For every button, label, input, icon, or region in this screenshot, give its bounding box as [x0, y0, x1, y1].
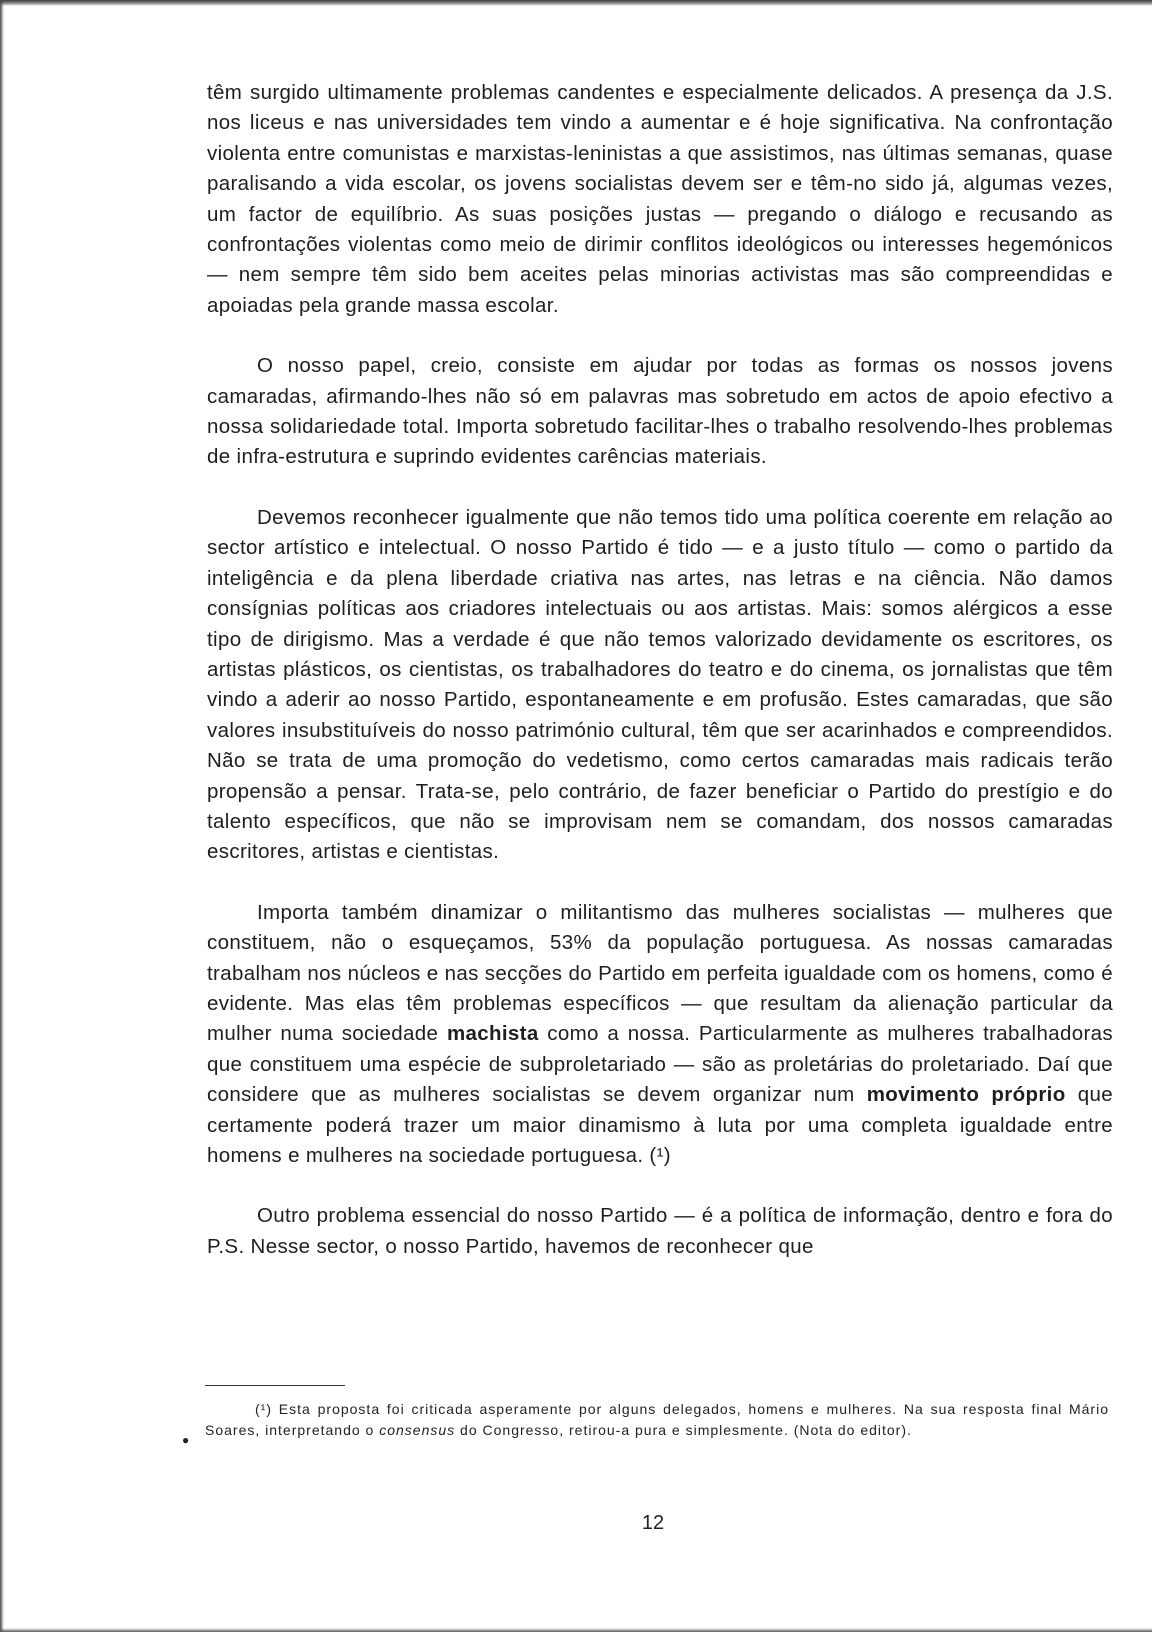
footnote-rule	[205, 1385, 345, 1386]
footnote-text	[205, 1399, 1109, 1441]
scan-edge-bottom	[0, 1628, 1152, 1632]
text-run: Devemos reconhecer igualmente que não temos tido uma política coerente em relação ao sector artístico e intelectual. O nosso Partido é tido — e a justo título — como o partido da inteligência e da plena liberdade criativa nas artes, nas letras e na ciência. Não damos consígnias políticas aos criadores intelectuais ou aos artistas. Mais: somos alérgicos a esse tipo de dirigismo. Mas a verdade é que não temos valorizado devidamente os escritores, os artistas plásticos, os cientistas, os trabalhadores do teatro e do cinema, os jornalistas que têm vindo a aderir ao nosso Partido, espontaneamente e em profusão. Estes camaradas, que são valores insubstituíveis do nosso património cultural, têm que ser acarinhados e compreendidos. Não se trata de uma promoção do vedetismo, como certos camaradas mais radicais terão propensão a pensar. Trata-se, pelo contrário, de fazer beneficiar o Partido do prestígio e do talento específicos, que não se improvisam nem se comandam, dos nossos camaradas escritores, artistas e cientistas.	[207, 505, 1113, 864]
paragraph	[207, 898, 1113, 1172]
italic-text: consensus	[379, 1422, 456, 1438]
text-run: (¹) Esta proposta foi criticada asperamente por alguns delegados, homens e mulheres. Na sua resposta final Mário Soares, interpretando o	[205, 1401, 1109, 1438]
text-run: têm surgido ultimamente problemas candentes e especialmente delicados. A presença da J.S. nos liceus e nas universidades tem vindo a aumentar e é hoje significativa. Na confrontação violenta entre comunistas e marxistas-leninistas a que assistimos, nas últimas semanas, quase paralisando a vida escolar, os jovens socialistas devem ser e têm-no sido já, algumas vezes, um factor de equilíbrio. As suas posições justas — pregando o diálogo e recusando as confrontações violentas como meio de dirimir conflitos ideológicos ou interesses hegemónicos — nem sempre têm sido bem aceites pelas minorias activistas mas são compreendidas e apoiadas pela grande massa escolar.	[207, 81, 1113, 317]
text-run: como a nossa. Particularmente as mulheres trabalhadoras que constituem uma espécie de subproletariado — são as proletárias do proletariado. Daí que considere que as mulheres socialistas se devem organizar num	[207, 1022, 1113, 1107]
page-number: 12	[641, 1512, 665, 1534]
text-run: Importa também dinamizar o militantismo das mulheres socialistas — mulheres que constituem, não o esqueçamos, 53% da população portuguesa. As nossas camaradas trabalham nos núcleos e nas secções do Partido em perfeita igualdade com os homens, como é evidente. Mas elas têm problemas específicos — que resultam da alienação particular da mulher numa sociedade	[207, 900, 1113, 1046]
paragraph	[207, 1201, 1113, 1262]
body-text	[207, 78, 1113, 1292]
text-run: Outro problema essencial do nosso Partido — é a política de informação, dentro e fora do P.S. Nesse sector, o nosso Partido, havemos de reconhecer que	[207, 1204, 1113, 1258]
paragraph	[207, 351, 1113, 473]
text-run: O nosso papel, creio, consiste em ajudar por todas as formas os nossos jovens camaradas, afirmando-lhes não só em palavras mas sobretudo em actos de apoio efectivo a nossa solidariedade total. Importa sobretudo facilitar-lhes o trabalho resolvendo-lhes problemas de infra-estrutura e suprindo evidentes carências materiais.	[207, 354, 1113, 469]
scan-edge-left	[0, 0, 4, 1632]
paragraph	[207, 503, 1113, 868]
footnote	[205, 1399, 1109, 1441]
scan-edge-top	[0, 0, 1152, 6]
paragraph	[207, 78, 1113, 321]
text-run: que certamente poderá trazer um maior dinamismo à luta por uma completa igualdade entre homens e mulheres na sociedade portuguesa. (¹)	[207, 1083, 1113, 1167]
text-run: do Congresso, retirou-a pura e simplesmente. (Nota do editor).	[455, 1422, 912, 1438]
margin-bullet: ●	[182, 1433, 190, 1447]
bold-text: movimento próprio	[866, 1083, 1066, 1107]
bold-text: machista	[446, 1022, 539, 1046]
